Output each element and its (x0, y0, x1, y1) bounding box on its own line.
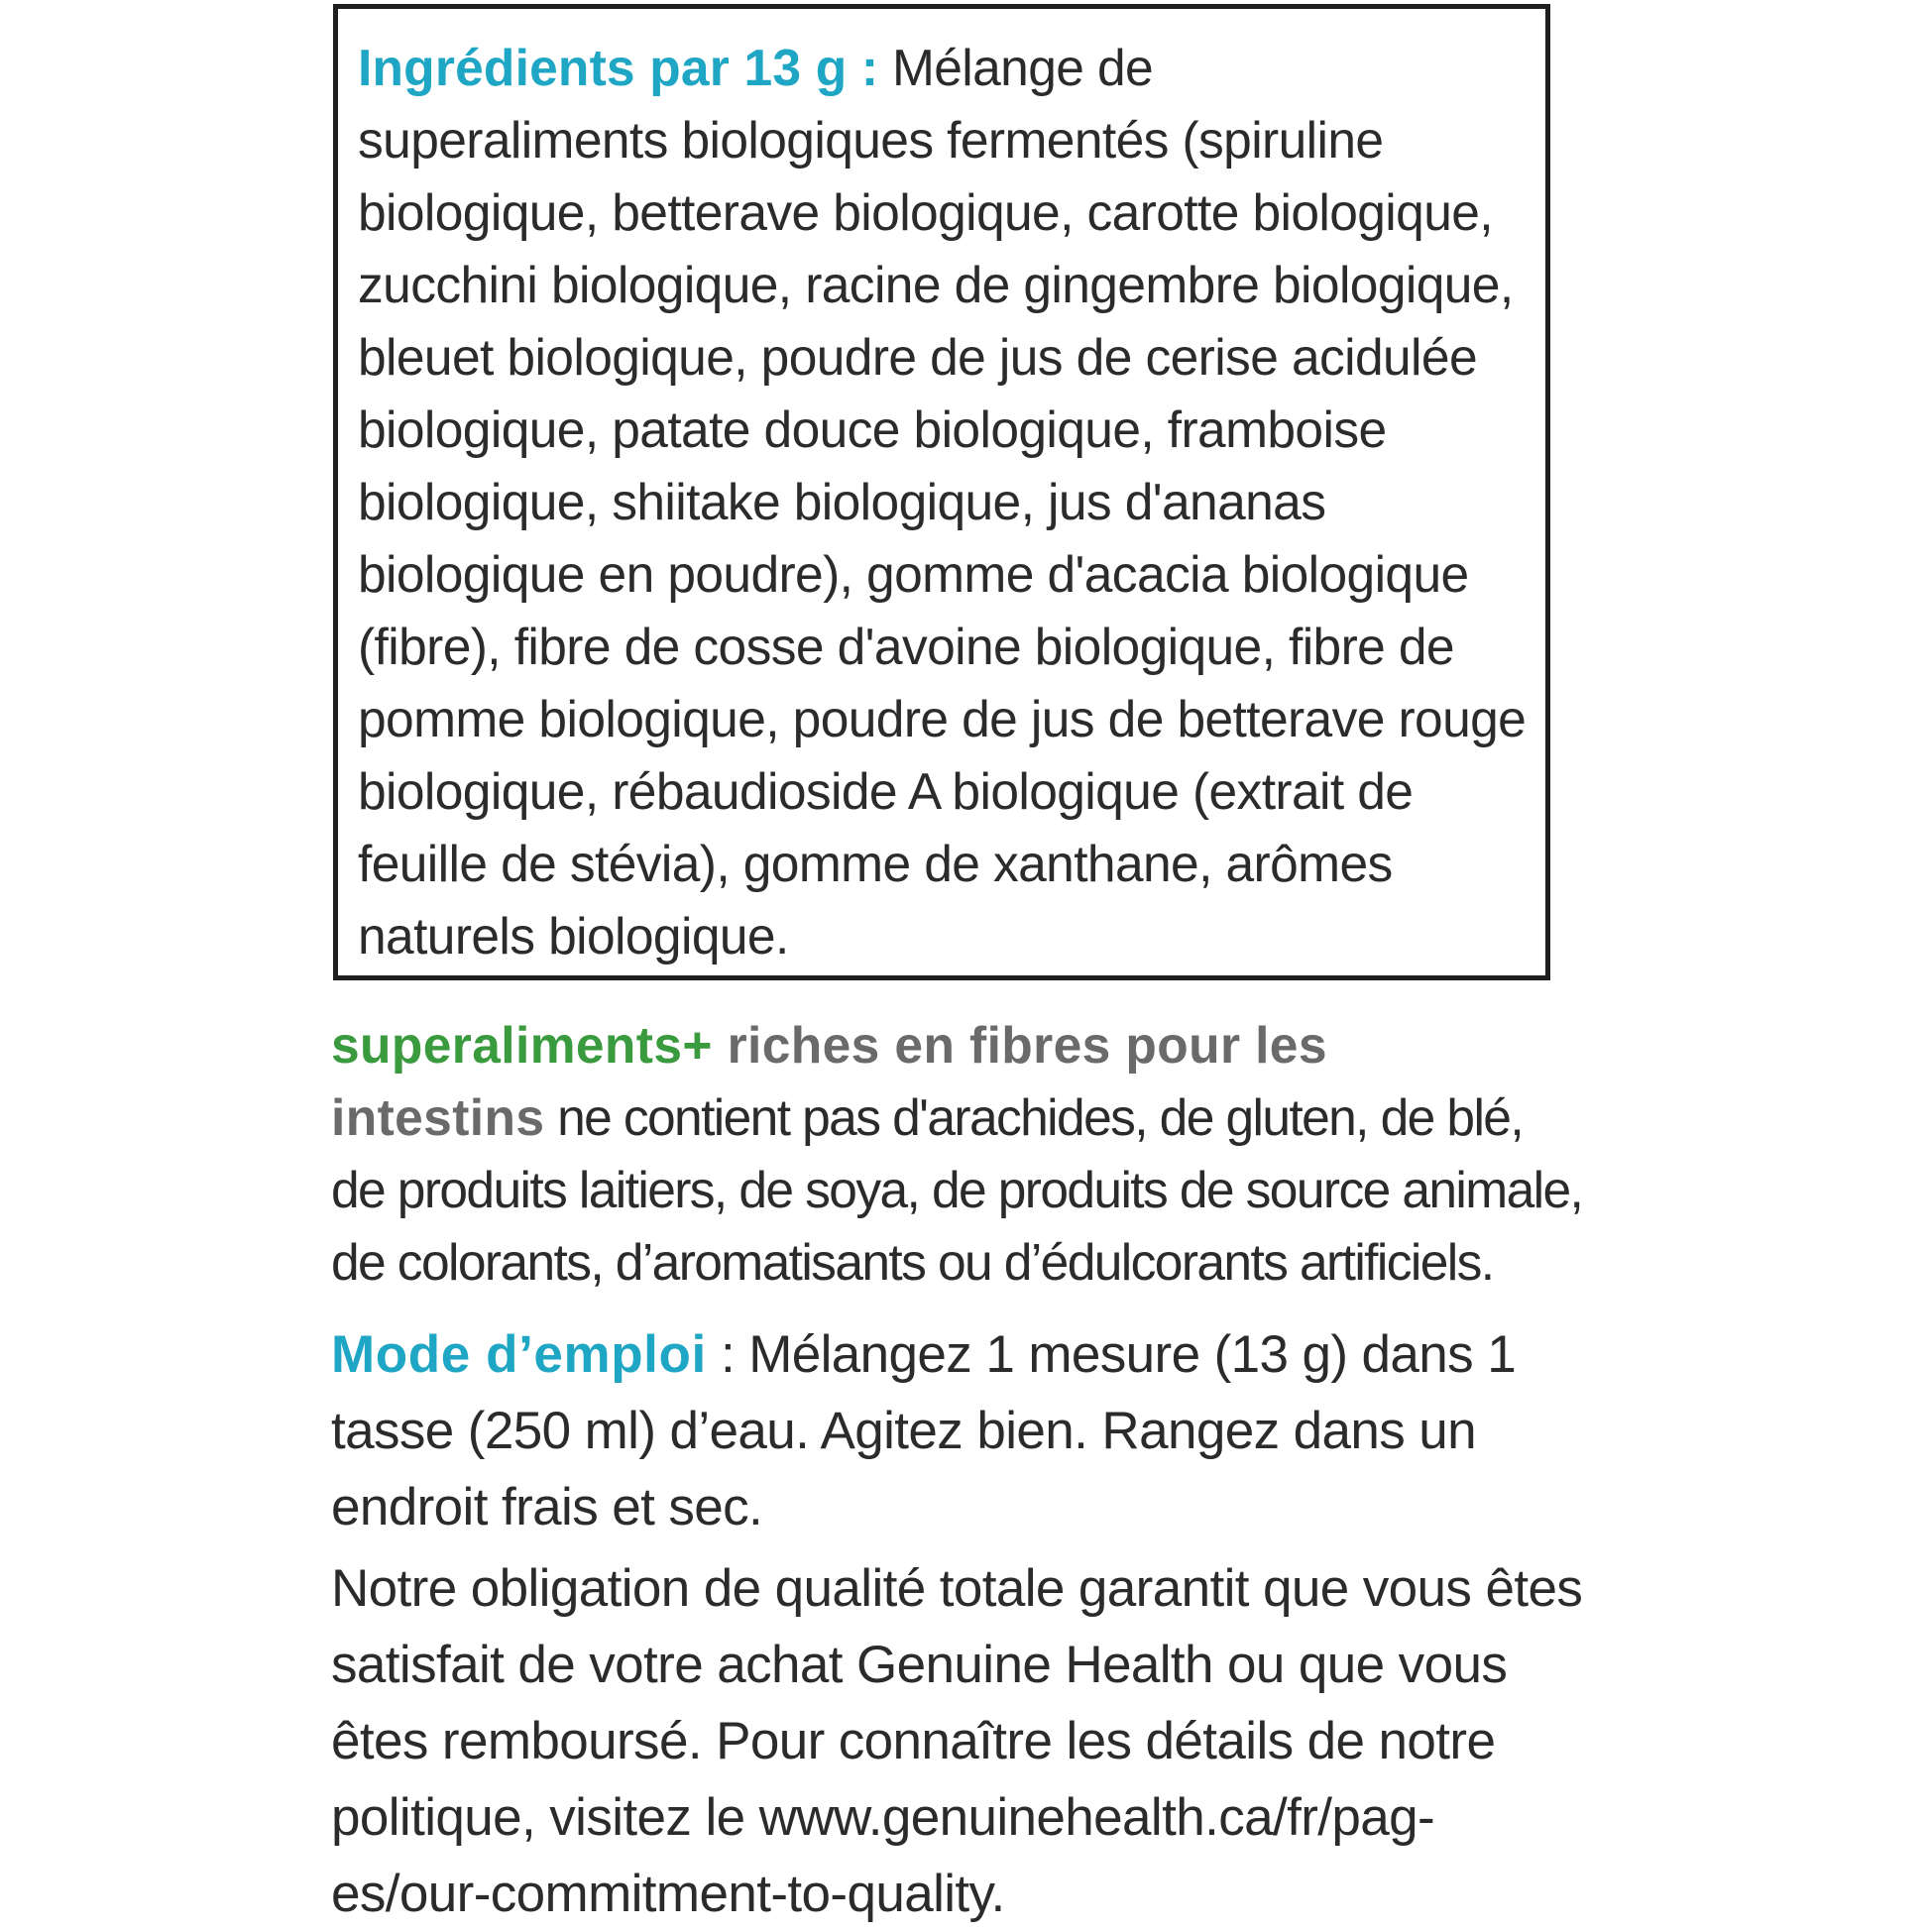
directions-section (331, 1316, 1719, 1545)
quality-guarantee (331, 1550, 1719, 1932)
brand-name-gray: riches en fibres pour les (712, 1016, 1327, 1074)
ingredients-line: (fibre), fibre de cosse d'avoine biologique, fibre de (358, 618, 1454, 675)
directions-line-1 (331, 1316, 1719, 1393)
directions-heading: Mode d’emploi (331, 1325, 707, 1384)
directions-line-2: tasse (250 ml) d’eau. Agitez bien. Rangez dans un (331, 1402, 1477, 1460)
brand-name-gray-continued: intestins (331, 1088, 545, 1146)
allergen-line-4: de colorants, d’aromatisants ou d’édulcorants artificiels. (331, 1233, 1494, 1291)
allergen-line-1 (331, 1009, 1719, 1081)
ingredients-box (333, 4, 1550, 980)
ingredients-line: biologique, patate douce biologique, framboise (358, 400, 1387, 458)
ingredients-line: pomme biologique, poudre de jus de betterave rouge (358, 690, 1527, 747)
ingredients-heading: Ingrédients par 13 g : (358, 39, 879, 96)
ingredients-line: feuille de stévia), gomme de xanthane, arômes (358, 835, 1393, 892)
guarantee-line: êtes remboursé. Pour connaître les détails de notre (331, 1712, 1496, 1770)
ingredients-line: biologique, shiitake biologique, jus d'ananas (358, 473, 1326, 530)
guarantee-url-line: es/our-commitment-to-quality. (331, 1865, 1005, 1923)
directions-text: : Mélangez 1 mesure (13 g) dans 1 (706, 1325, 1517, 1384)
ingredients-line: biologique en poudre), gomme d'acacia biologique (358, 545, 1469, 603)
allergen-statement (331, 1009, 1719, 1299)
ingredients-line: biologique, betterave biologique, carotte biologique, (358, 183, 1493, 241)
allergen-line-3: de produits laitiers, de soya, de produits de source animale, (331, 1161, 1583, 1218)
ingredients-line: naturels biologique. (358, 907, 789, 965)
allergen-line-2 (331, 1081, 1719, 1154)
guarantee-line: Notre obligation de qualité totale garantit que vous êtes (331, 1559, 1583, 1618)
ingredients-first-line (358, 32, 1526, 104)
ingredients-line: biologique, rébaudioside A biologique (extrait de (358, 762, 1414, 820)
ingredients-first-line-rest: Mélange de (878, 39, 1154, 96)
ingredients-line: bleuet biologique, poudre de jus de cerise acidulée (358, 328, 1477, 386)
guarantee-line: satisfait de votre achat Genuine Health ou que vous (331, 1636, 1508, 1694)
brand-name-green: superaliments+ (331, 1016, 713, 1074)
guarantee-url-line: politique, visitez le www.genuinehealth.ca/fr/pag- (331, 1788, 1435, 1847)
allergen-text: ne contient pas d'arachides, de gluten, de blé, (544, 1088, 1524, 1146)
ingredients-line: superaliments biologiques fermentés (spiruline (358, 111, 1384, 169)
ingredients-line: zucchini biologique, racine de gingembre biologique, (358, 256, 1514, 313)
ingredients-text (358, 32, 1526, 972)
directions-line-3: endroit frais et sec. (331, 1478, 763, 1536)
